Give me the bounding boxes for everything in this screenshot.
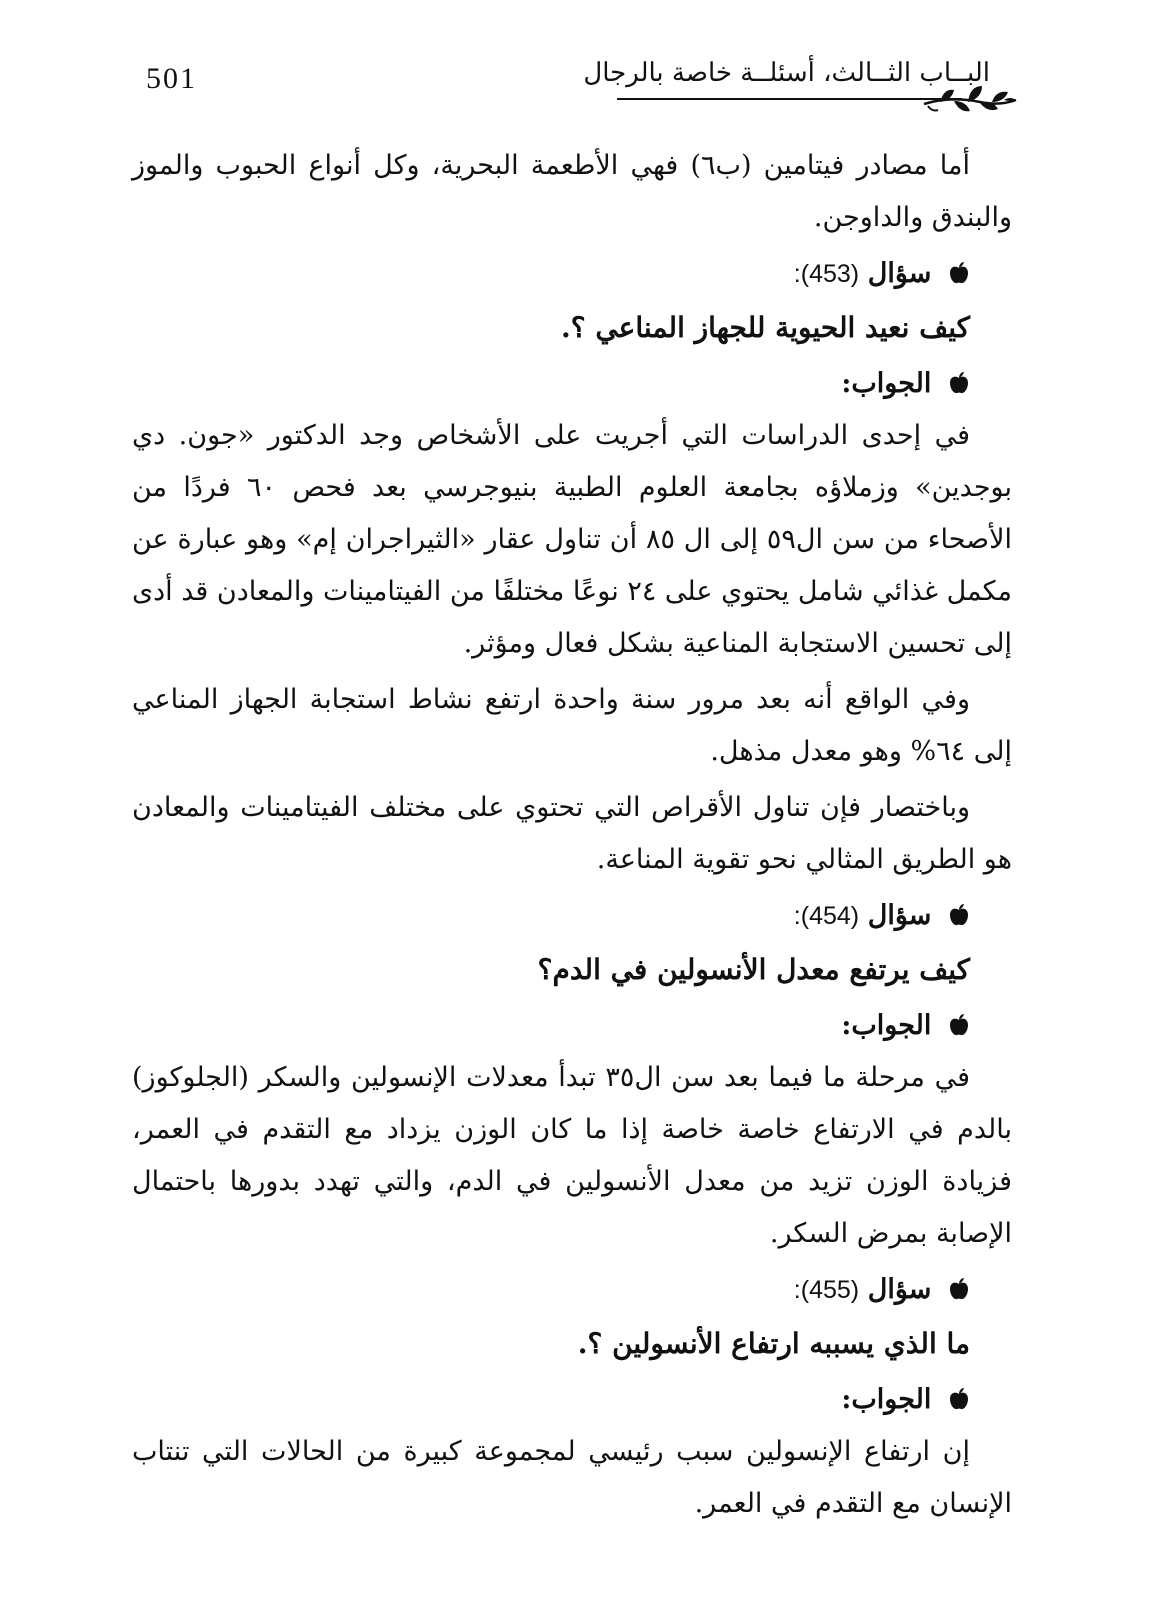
answer-label: الجواب:: [841, 1384, 932, 1415]
question-454-heading: [132, 890, 1012, 942]
question-454-text: كيف يرتفع معدل الأنسولين في الدم؟: [537, 953, 970, 986]
question-number: (454):: [793, 902, 860, 930]
question-455-heading: [132, 1264, 1012, 1316]
question-number: (455):: [793, 1276, 860, 1304]
apple-bullet-icon: [948, 903, 970, 927]
apple-bullet-icon: [948, 1387, 970, 1411]
page-header: [140, 56, 1020, 126]
leaf-ornament-icon: [920, 82, 1020, 122]
answer-453-paragraph-1: في إحدى الدراسات التي أجريت على الأشخاص وجد الدكتور «جون. دي بوجدين» وزملاؤه بجامعة العلوم الطبية بنيوجرسي بعد فحص ٦٠ فردًا من الأصحاء من سن ال٥٩ إلى ال ٨٥ أن تناول عقار «الثيراجران إم» وهو عبارة عن مكمل غذائي شامل يحتوي على ٢٤ نوعًا مختلفًا من الفيتامينات والمعادن قد أدى إلى تحسين الاستجابة المناعية بشكل فعال ومؤثر.: [132, 420, 1013, 659]
paragraph-vitamin-b6: أما مصادر فيتامين (ب٦) فهي الأطعمة البحرية، وكل أنواع الحبوب والموز والبندق والداوجن.: [132, 150, 1012, 233]
question-453-text: كيف نعيد الحيوية للجهاز المناعي ؟.: [560, 311, 970, 344]
answer-453-heading: [132, 358, 1012, 410]
question-453-heading: [132, 248, 1012, 300]
question-number: (453):: [793, 260, 860, 288]
answer-label: الجواب:: [841, 1010, 932, 1041]
apple-bullet-icon: [948, 1013, 970, 1037]
apple-bullet-icon: [948, 1277, 970, 1301]
header-title: البــاب الثــالث، أسئلــة خاصة بالرجال: [583, 58, 990, 88]
apple-bullet-icon: [948, 261, 970, 285]
header-rule: [617, 98, 962, 100]
question-label: سؤال: [867, 900, 932, 931]
question-455-text: ما الذي يسببه ارتفاع الأنسولين ؟.: [577, 1327, 970, 1360]
page-content: [132, 140, 1012, 1530]
answer-454-heading: [132, 1000, 1012, 1052]
answer-label: الجواب:: [841, 368, 932, 399]
question-label: سؤال: [867, 258, 932, 289]
answer-455-paragraph-1: إن ارتفاع الإنسولين سبب رئيسي لمجموعة كبيرة من الحالات التي تنتاب الإنسان مع التقدم في العمر.: [132, 1436, 1012, 1519]
answer-453-paragraph-2: وفي الواقع أنه بعد مرور سنة واحدة ارتفع نشاط استجابة الجهاز المناعي إلى ٦٤% وهو معدل مذهل.: [132, 684, 1012, 767]
page-number: 501: [146, 62, 197, 95]
answer-455-heading: [132, 1374, 1012, 1426]
answer-453-paragraph-3: وباختصار فإن تناول الأقراص التي تحتوي على مختلف الفيتامينات والمعادن هو الطريق المثالي نحو تقوية المناعة.: [132, 792, 1012, 875]
answer-454-paragraph-1: في مرحلة ما فيما بعد سن ال٣٥ تبدأ معدلات الإنسولين والسكر (الجلوكوز) بالدم في الارتفاع خاصة خاصة إذا ما كان الوزن يزداد مع التقدم في العمر، فزيادة الوزن تزيد من معدل الأنسولين في الدم، والتي تهدد بدورها باحتمال الإصابة بمرض السكر.: [132, 1062, 1012, 1249]
question-label: سؤال: [867, 1274, 932, 1305]
apple-bullet-icon: [948, 371, 970, 395]
